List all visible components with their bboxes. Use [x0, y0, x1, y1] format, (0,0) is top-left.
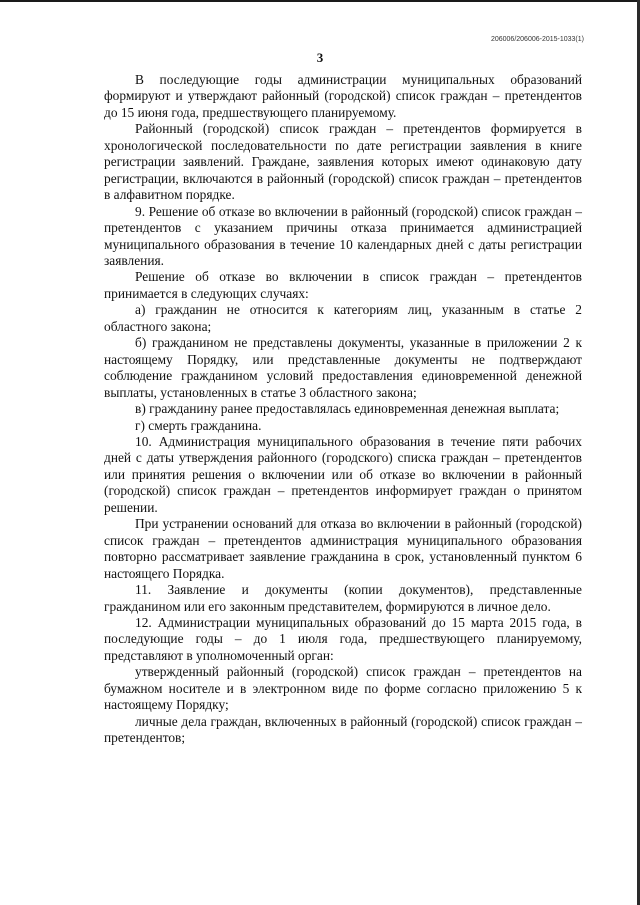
paragraph-approved-list: утвержденный районный (городской) список граждан – претендентов на бумажном носителе и в электронном виде по форме согласно приложению 5 к настоящему Порядку;	[104, 664, 582, 713]
document-registration-code: 206006/206006-2015-1033(1)	[490, 36, 584, 43]
paragraph-refusal-cases-intro: Решение об отказе во включении в список граждан – претендентов принимается в следующих случаях:	[104, 269, 582, 301]
paragraph-case-a: а) гражданин не относится к категориям лиц, указанным в статье 2 областного закона;	[104, 302, 582, 334]
paragraph-personal-files: личные дела граждан, включенных в районный (городской) список граждан – претендентов;	[104, 713, 582, 746]
paragraph-case-v: в) гражданину ранее предоставлялась единовременная денежная выплата;	[135, 401, 560, 417]
page-number: 3	[316, 50, 324, 65]
paragraph-item-9-refusal: 9. Решение об отказе во включении в районный (городской) список граждан – претендентов с указанием причины отказа принимается администрацией муниципального образования в течение 10 календарных дней с даты регистрации заявления.	[104, 203, 582, 268]
document-body	[104, 72, 582, 747]
paragraph-item-10-notification: 10. Администрация муниципального образования в течение пяти рабочих дней с даты утверждения районного (городского) списка граждан – претендентов или принятия решения о включении или об отказе во включении в районный (городской) список граждан – претендентов информирует граждан о принятом решении.	[104, 433, 582, 515]
paragraph-case-g: г) смерть гражданина.	[135, 417, 262, 433]
paragraph-reconsideration: При устранении оснований для отказа во включении в районный (городской) список граждан – претендентов администрация муниципального образования повторно рассматривает заявление гражданина в срок, установленный пунктом 6 настоящего Порядка.	[104, 516, 582, 581]
paragraph-case-b: б) гражданином не представлены документы, указанные в приложении 2 к настоящему Порядку, или представленные документы не подтверждают соблюдение гражданином условий предоставления единовременной денежной выплаты, установленных в статье 3 областного закона;	[104, 335, 582, 400]
paragraph-item-11-personal-file: 11. Заявление и документы (копии документов), представленные гражданином или его законным представителем, формируются в личное дело.	[104, 582, 582, 614]
paragraph-next-years-list: В последующие годы администрации муниципальных образований формируют и утверждают районный (городской) список граждан – претендентов до 15 июня года, предшествующего планируемому.	[104, 72, 582, 120]
paragraph-item-12-submission: 12. Администрации муниципальных образований до 15 марта 2015 года, в последующие годы – до 1 июля года, предшествующего планируемому, представляют в уполномоченный орган:	[104, 614, 582, 663]
scan-border-top	[0, 0, 640, 2]
paragraph-list-order: Районный (городской) список граждан – претендентов формируется в хронологической последовательности по дате регистрации заявления в книге регистрации заявлений. Граждане, заявления которых имеют одинаковую дату регистрации, включаются в районный (городской) список граждан – претендентов в алфавитном порядке.	[104, 121, 582, 203]
